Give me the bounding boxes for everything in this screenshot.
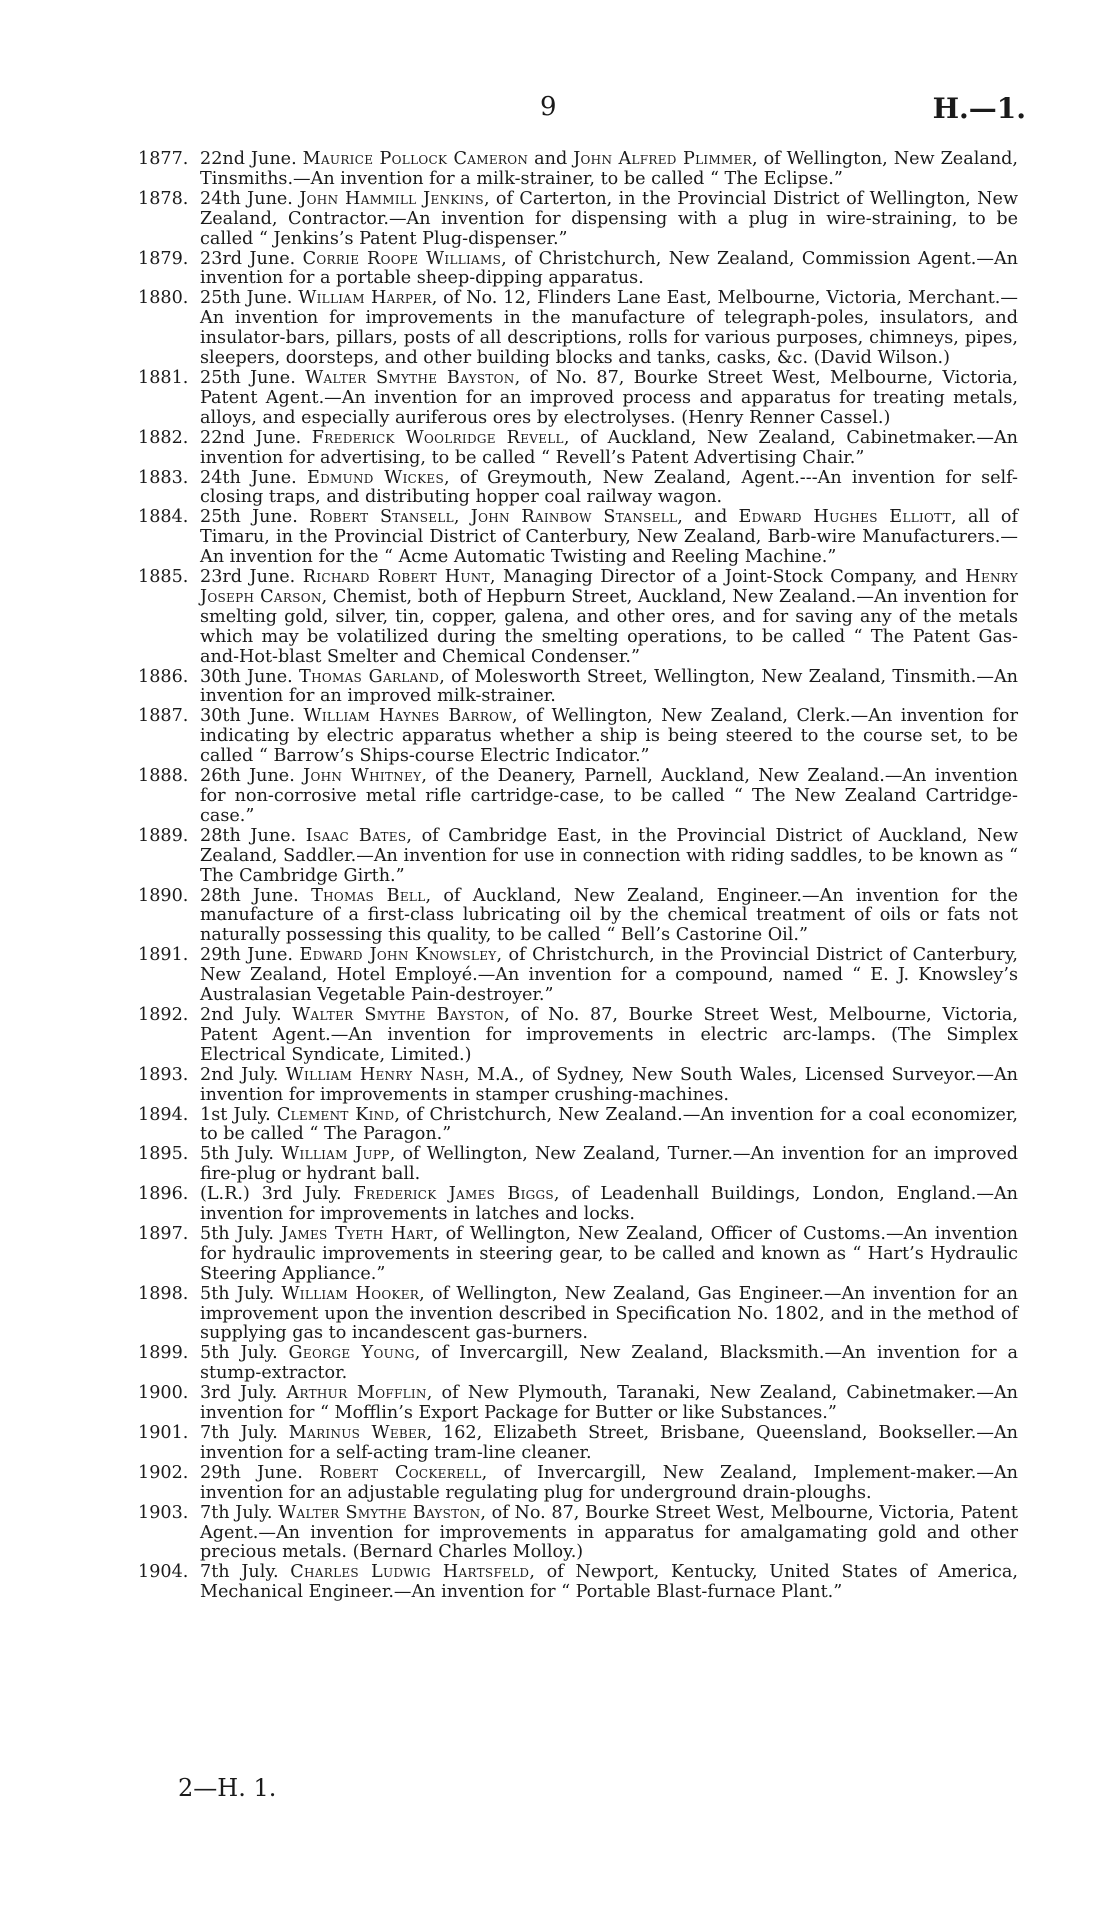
applicant-name: Robert Cockerell	[319, 1462, 482, 1483]
entry-text: , of Greymouth, New Zealand, Agent.---An invention for self-closing traps, and distributing hopper coal railway wagon.	[200, 467, 1018, 508]
applicant-name: Frederick Woolridge Revell	[311, 427, 564, 448]
applicant-name: Thomas Garland	[299, 666, 440, 687]
entry-text: , of Newport, Kentucky, United States of America, Mechanical Engineer.—An invention for “ Portable Blast-furnace Plant.”	[200, 1562, 1018, 1603]
entry-date: 5th July.	[200, 1283, 275, 1304]
patent-entry	[138, 1563, 1018, 1603]
entry-number: 1887.	[138, 706, 189, 727]
entry-date: 5th July.	[200, 1144, 274, 1165]
entry-text: , of Wellington, New Zealand, Clerk.—An invention for indicating by electric apparatus whether a ship is being steered to the course set, to be called “ Barrow’s Ships-course Electric Indicator.”	[200, 706, 1019, 767]
entry-text: , of Wellington, New Zealand, Gas Engineer.—An invention for an improvement upon the invention described in Specification No. 1802, and in the method of supplying gas to incandescent gas-burners.	[200, 1283, 1018, 1344]
entry-number: 1903.	[138, 1502, 189, 1523]
entry-date: 25th June.	[200, 507, 298, 528]
entry-number: 1897.	[138, 1223, 189, 1244]
entry-number: 1904.	[138, 1562, 189, 1583]
patent-entry	[138, 1464, 1018, 1504]
applicant-name: John Alfred Plimmer	[573, 149, 753, 169]
entry-number: 1883.	[138, 467, 189, 488]
applicant-name: Marinus Weber	[288, 1423, 427, 1443]
entry-number: 1899.	[138, 1343, 189, 1364]
entry-number: 1878.	[138, 188, 189, 209]
entry-text: , of Christchurch, New Zealand, Commission Agent.—An invention for a portable sheep-dipping apparatus.	[200, 248, 1018, 289]
entry-date: 29th June.	[200, 1462, 303, 1483]
applicant-name: John Hammill Jenkins	[299, 188, 484, 209]
entry-number: 1895.	[138, 1144, 189, 1165]
entry-date: 2nd July.	[200, 1004, 282, 1025]
applicant-name: Edmund Wickes	[306, 467, 444, 488]
entry-text: , Managing Director of a Joint-Stock Company, and	[489, 567, 966, 588]
patent-entry	[138, 767, 1018, 827]
page-header	[0, 92, 1114, 132]
page-number: 9	[540, 92, 557, 122]
applicant-name: Charles Ludwig Hartsfeld	[290, 1562, 530, 1583]
patent-entry	[138, 150, 1018, 190]
printer-signature: 2—H. 1.	[178, 1774, 277, 1802]
patent-entry	[138, 707, 1018, 767]
applicant-name: John Rainbow Stansell	[470, 507, 678, 528]
entry-text: , all of Timaru, in the Provincial District of Canterbury, New Zealand, Barb-wire Manufacturers.—An invention for the “ Acme Automatic Twisting and Reeling Machine.”	[200, 507, 1018, 568]
patent-entry	[138, 887, 1018, 947]
entry-text: , of Carterton, in the Provincial District of Wellington, New Zealand, Contractor.—An invention for dispensing with a plug in wire-straining, to be called “ Jenkins’s Patent Plug-dispenser.”	[200, 188, 1019, 249]
entry-text: , of Molesworth Street, Wellington, New Zealand, Tinsmith.—An invention for an improved milk-strainer.	[200, 666, 1018, 707]
entry-number: 1880.	[138, 288, 189, 309]
entry-date: 1st July.	[200, 1104, 271, 1125]
entry-date: (L.R.) 3rd July.	[200, 1184, 342, 1205]
applicant-name: George Young	[288, 1343, 415, 1364]
patent-entry	[138, 1066, 1018, 1106]
entry-text: , of Wellington, New Zealand, Officer of Customs.—An invention for hydraulic improvements in steering gear, to be called and known as “ Hart’s Hydraulic Steering Appliance.”	[200, 1223, 1018, 1284]
entry-number: 1877.	[138, 149, 189, 169]
applicant-name: Corrie Roope Williams	[302, 248, 502, 269]
patent-entry	[138, 1145, 1018, 1185]
entry-number: 1890.	[138, 885, 189, 906]
patent-entry	[138, 946, 1018, 1006]
entry-text: , of Auckland, New Zealand, Engineer.—An invention for the manufacture of a first-class lubricating oil by the chemical treatment of oils or fats not naturally possessing this quality, to be called “ Bell’s Castorine Oil.”	[200, 885, 1019, 946]
entry-number: 1896.	[138, 1184, 189, 1205]
entry-text: , Chemist, both of Hepburn Street, Auckland, New Zealand.—An invention for smelting gold, silver, tin, copper, galena, and other ores, and for saving any of the metals which may be volatilized during the smelting operations, to be called “ The Patent Gas-and-Hot-blast Smelter and Chemical Condenser.”	[200, 586, 1019, 667]
patent-entry	[138, 250, 1018, 290]
applicant-name: Arthur Mofflin	[286, 1383, 427, 1404]
patent-entry	[138, 568, 1018, 668]
applicant-name: William Henry Nash	[285, 1064, 465, 1085]
applicant-name: Thomas Bell	[311, 885, 426, 906]
entry-date: 28th June.	[200, 825, 297, 846]
entry-number: 1884.	[138, 507, 189, 528]
entry-date: 25th June.	[200, 288, 293, 309]
patent-entry	[138, 1424, 1018, 1464]
entry-text: , of Christchurch, in the Provincial District of Canterbury, New Zealand, Hotel Employé.—An invention for a compound, named “ E. J. Knowsley’s Australasian Vegetable Pain-destroyer.”	[200, 945, 1018, 1006]
entry-number: 1889.	[138, 825, 189, 846]
entry-text: , of the Deanery, Parnell, Auckland, New Zealand.—An invention for non-corrosive metal rifle cartridge-case, to be called “ The New Zealand Cartridge-case.”	[200, 766, 1019, 826]
applicant-name: Maurice Pollock Cameron	[302, 149, 529, 169]
patent-entry	[138, 369, 1018, 429]
applicant-name: Henry Joseph Carson	[200, 567, 1018, 607]
patent-entry	[138, 1285, 1018, 1345]
patent-entry	[138, 429, 1018, 469]
entry-text: ,	[453, 507, 471, 528]
applicant-name: Edward John Knowsley	[299, 945, 497, 966]
patent-entry	[138, 508, 1018, 568]
applicant-name: Isaac Bates	[305, 825, 407, 846]
applicant-name: William Harper	[298, 288, 432, 309]
entry-text: , of Auckland, New Zealand, Cabinetmaker.—An invention for advertising, to be called “ Revell’s Patent Advertising Chair.”	[200, 427, 1019, 468]
entry-date: 3rd July.	[200, 1383, 278, 1404]
applicant-name: Richard Robert Hunt	[302, 567, 490, 588]
entry-number: 1891.	[138, 945, 189, 966]
entry-text: , of No. 87, Bourke Street West, Melbourne, Victoria, Patent Agent.—An invention for an improved process and apparatus for treating metals, alloys, and especially auriferous ores by electrolyses. (Henry Renner Cassel.)	[200, 367, 1018, 428]
entry-date: 26th June.	[200, 766, 295, 787]
entry-number: 1901.	[138, 1423, 189, 1443]
entry-date: 7th July.	[200, 1502, 273, 1523]
applicant-name: Walter Smythe Bayston	[305, 367, 515, 388]
entry-number: 1881.	[138, 367, 189, 388]
applicant-name: William Hooker	[281, 1283, 420, 1304]
entry-text: , of Wellington, New Zealand, Tinsmiths.—An invention for a milk-strainer, to be called “ The Eclipse.”	[200, 149, 1019, 189]
entry-date: 28th June.	[200, 885, 299, 906]
applicant-name: James Tyeth Hart	[281, 1223, 433, 1244]
entry-number: 1888.	[138, 766, 189, 787]
entry-number: 1900.	[138, 1383, 189, 1404]
applicant-name: William Haynes Barrow	[303, 706, 512, 727]
entry-text: and	[528, 149, 574, 169]
entry-text: , of Wellington, New Zealand, Turner.—An invention for an improved fire-plug or hydrant ball.	[200, 1144, 1018, 1185]
entry-number: 1879.	[138, 248, 189, 269]
entry-date: 2nd July.	[200, 1064, 279, 1085]
entry-text: , of Leadenhall Buildings, London, England.—An invention for improvements in latches and locks.	[200, 1184, 1018, 1225]
patent-entry	[138, 289, 1018, 369]
applicant-name: Walter Smythe Bayston	[278, 1502, 481, 1523]
entry-number: 1882.	[138, 427, 189, 448]
entry-number: 1893.	[138, 1064, 189, 1085]
entry-date: 22nd June.	[200, 149, 297, 169]
patent-entry	[138, 469, 1018, 509]
patent-entry	[138, 1106, 1018, 1146]
applicant-name: John Whitney	[303, 766, 422, 787]
paper-reference: H.—1.	[932, 92, 1026, 125]
patent-entry	[138, 1225, 1018, 1285]
entry-text: , 162, Elizabeth Street, Brisbane, Queensland, Bookseller.—An invention for a self-acting tram-line cleaner.	[200, 1423, 1018, 1463]
entry-text: , of No. 87, Bourke Street West, Melbourne, Victoria, Patent Agent.—An invention for improvements in apparatus for amalgamating gold and other precious metals. (Bernard Charles Molloy.)	[200, 1502, 1018, 1563]
patent-entry	[138, 1344, 1018, 1384]
entry-number: 1885.	[138, 567, 189, 588]
entry-text: , of Christchurch, New Zealand.—An invention for a coal economizer, to be called “ The Paragon.”	[200, 1104, 1018, 1145]
entry-number: 1894.	[138, 1104, 189, 1125]
patent-entry	[138, 668, 1018, 708]
entry-date: 24th June.	[200, 467, 297, 488]
applicant-name: Clement Kind	[276, 1104, 395, 1125]
entry-date: 7th July.	[200, 1423, 278, 1443]
entry-date: 29th June.	[200, 945, 293, 966]
entry-number: 1898.	[138, 1283, 189, 1304]
applicant-name: Frederick James Biggs	[353, 1184, 554, 1205]
entry-number: 1892.	[138, 1004, 189, 1025]
entry-date: 30th June.	[200, 706, 295, 727]
patent-entry	[138, 827, 1018, 887]
entry-text: , M.A., of Sydney, New South Wales, Licensed Surveyor.—An invention for improvements in stamper crushing-machines.	[200, 1064, 1018, 1105]
applicant-name: Edward Hughes Elliott	[738, 507, 951, 528]
entry-text: , of No. 12, Flinders Lane East, Melbourne, Victoria, Merchant.—An invention for improvements in the manufacture of telegraph-poles, insulators, and insulator-bars, pillars, posts of all descriptions, rolls for various purposes, chimneys, pipes, sleepers, doorsteps, and other building blocks and tanks, casks, &c. (David Wilson.)	[200, 288, 1018, 369]
entry-date: 22nd June.	[200, 427, 302, 448]
entry-date: 5th July.	[200, 1223, 274, 1244]
entry-text: , of Invercargill, New Zealand, Implement-maker.—An invention for an adjustable regulating plug for underground drain-ploughs.	[200, 1462, 1018, 1503]
patent-entry	[138, 1504, 1018, 1564]
entry-date: 30th June.	[200, 666, 293, 687]
entry-date: 7th July.	[200, 1562, 279, 1583]
applicant-name: William Jupp	[281, 1144, 390, 1165]
applicant-name: Walter Smythe Bayston	[292, 1004, 505, 1025]
entry-date: 23rd June.	[200, 248, 296, 269]
entry-text: , of Cambridge East, in the Provincial District of Auckland, New Zealand, Saddler.—An invention for use in connection with riding saddles, to be known as “ The Cambridge Girth.”	[200, 825, 1019, 886]
patent-entry	[138, 1185, 1018, 1225]
patent-entry	[138, 190, 1018, 250]
applicant-name: Robert Stansell	[309, 507, 454, 528]
entry-text: , of New Plymouth, Taranaki, New Zealand, Cabinetmaker.—An invention for “ Mofflin’s Export Package for Butter or like Substances.”	[200, 1383, 1019, 1424]
patent-entry	[138, 1006, 1018, 1066]
entry-date: 24th June.	[200, 188, 293, 209]
entry-text: , of No. 87, Bourke Street West, Melbourne, Victoria, Patent Agent.—An invention for improvements in electric arc-lamps. (The Simplex Electrical Syndicate, Limited.)	[200, 1004, 1019, 1065]
entry-text: , and	[677, 507, 739, 528]
entry-date: 23rd June.	[200, 567, 296, 588]
entry-date: 5th July.	[200, 1343, 278, 1364]
entry-number: 1902.	[138, 1462, 189, 1483]
patent-entries-list	[138, 150, 1018, 1603]
entry-text: , of Invercargill, New Zealand, Blacksmith.—An invention for a stump-extractor.	[200, 1343, 1018, 1384]
entry-date: 25th June.	[200, 367, 296, 388]
entry-number: 1886.	[138, 666, 189, 687]
patent-entry	[138, 1384, 1018, 1424]
